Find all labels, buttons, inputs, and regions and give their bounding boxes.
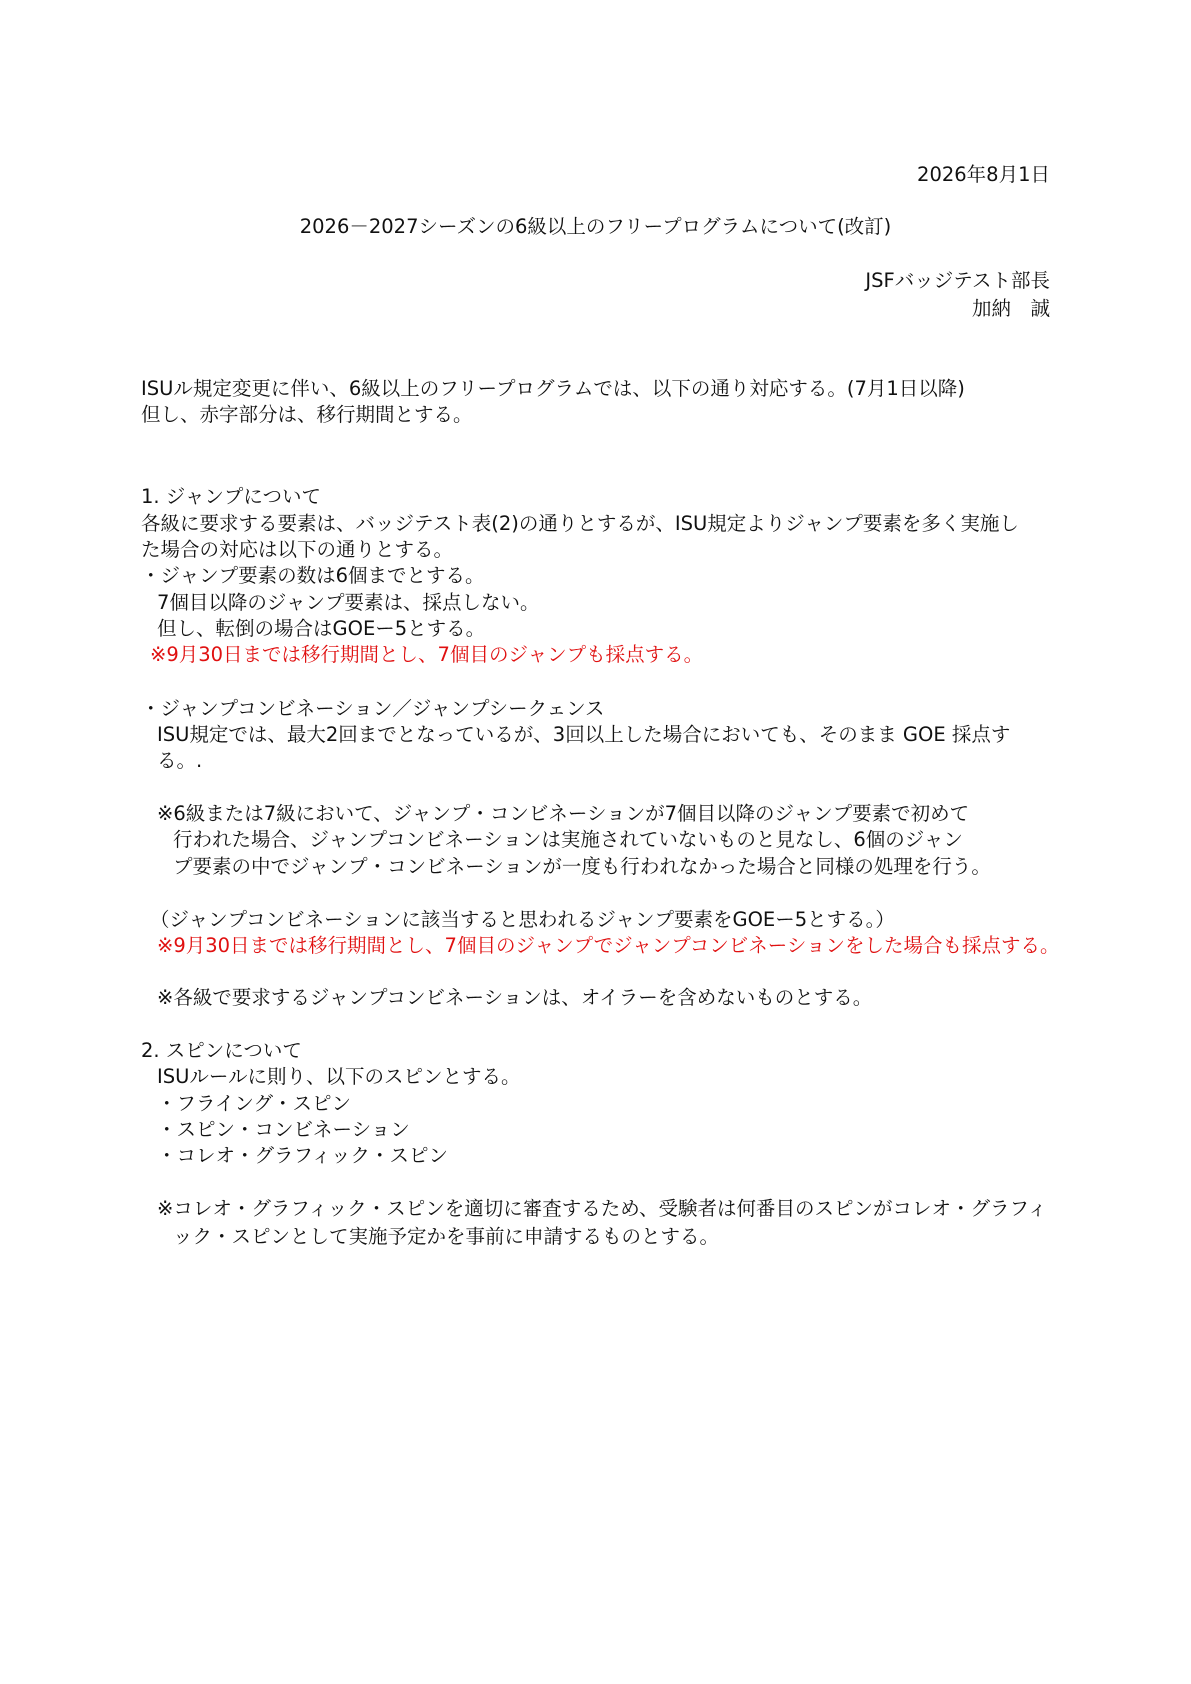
department-name: JSFバッジテスト部長 [865, 269, 1050, 292]
spin-section-intro: ISUルールに則り、以下のスピンとする。 [157, 1065, 521, 1088]
document-title: 2026－2027シーズンの6級以上のフリープログラムについて(改訂) [299, 215, 892, 238]
spin-item-flying: ・フライング・スピン [157, 1092, 352, 1115]
jump-section-heading: 1. ジャンプについて [141, 485, 322, 508]
author-name: 加納 誠 [971, 297, 1050, 320]
jump-paragraph-line-1: 各級に要求する要素は、バッジテスト表(2)の通りとするが、ISU規定よりジャンプ要素を多く実施し [141, 512, 1019, 535]
spin-section-heading: 2. スピンについて [141, 1039, 302, 1062]
jump-count-detail-1: 7個目以降のジャンプ要素は、採点しない。 [157, 591, 540, 614]
jump-combination-line-1: ISU規定では、最大2回までとなっているが、3回以上した場合においても、そのまま GOE 採点す [157, 723, 1011, 746]
jump-note-1-line-3: プ要素の中でジャンプ・コンビネーションが一度も行われなかった場合と同様の処理を行う。 [173, 855, 991, 878]
spin-note-line-1: ※コレオ・グラフィック・スピンを適切に審査するため、受験者は何番目のスピンがコレオ・グラフィ [157, 1197, 1047, 1220]
spin-item-combination: ・スピン・コンビネーション [157, 1118, 410, 1141]
spin-item-choreographic: ・コレオ・グラフィック・スピン [157, 1144, 448, 1167]
jump-count-detail-2: 但し、転倒の場合はGOEー5とする。 [157, 617, 486, 640]
jump-count-rule: ・ジャンプ要素の数は6個までとする。 [141, 564, 485, 587]
intro-line-2: 但し、赤字部分は、移行期間とする。 [141, 403, 473, 426]
jump-note-2: （ジャンプコンビネーションに該当すると思われるジャンプ要素をGOEー5とする。） [150, 908, 895, 931]
intro-line-1: ISUル規定変更に伴い、6級以上のフリープログラムでは、以下の通り対応する。(7月1日以降) [141, 377, 965, 400]
jump-note-1-line-1: ※6級または7級において、ジャンプ・コンビネーションが7個目以降のジャンプ要素で初めて [157, 802, 970, 825]
jump-note-3: ※各級で要求するジャンプコンビネーションは、オイラーを含めないものとする。 [157, 986, 873, 1009]
jump-paragraph-line-2: た場合の対応は以下の通りとする。 [141, 538, 454, 561]
jump-count-transition-note: ※9月30日までは移行期間とし、7個目のジャンプも採点する。 [150, 643, 704, 666]
jump-combination-line-2: る。. [157, 749, 203, 772]
jump-combination-transition-note: ※9月30日までは移行期間とし、7個目のジャンプでジャンプコンビネーションをした場合も採点する。 [157, 934, 1060, 957]
spin-note-line-2: ック・スピンとして実施予定かを事前に申請するものとする。 [173, 1225, 720, 1248]
jump-note-1-line-2: 行われた場合、ジャンプコンビネーションは実施されていないものと見なし、6個のジャン [173, 828, 963, 851]
document-date: 2026年8月1日 [917, 163, 1050, 186]
jump-combination-heading: ・ジャンプコンビネーション／ジャンプシークェンス [141, 697, 605, 720]
